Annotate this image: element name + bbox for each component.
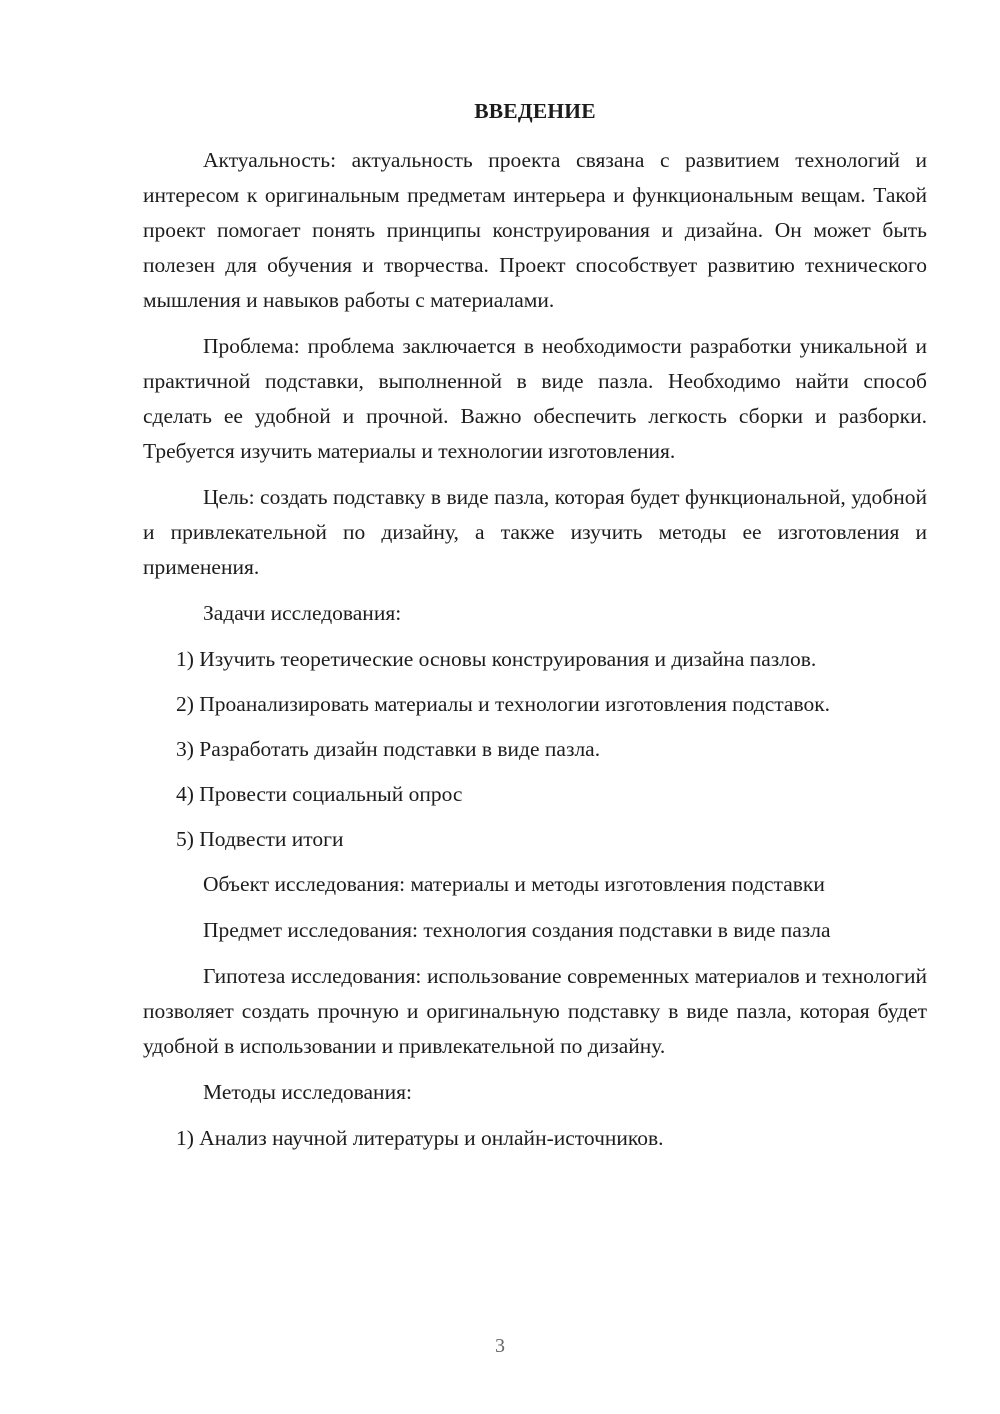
list-item: 1) Изучить теоретические основы конструирования и дизайна пазлов. xyxy=(176,647,817,671)
list-item: 4) Провести социальный опрос xyxy=(176,782,463,806)
object-paragraph: Объект исследования: материалы и методы изготовления подставки xyxy=(203,872,825,896)
list-item: 5) Подвести итоги xyxy=(176,827,344,851)
problem-paragraph: Проблема: проблема заключается в необходимости разработки уникальной и практичной подставки, выполненной в виде пазла. Необходимо найти способ сделать ее удобной и прочной. Важно обеспечить легкость сборки и разборки. Требуется изучить материалы и технологии изготовления. xyxy=(143,334,927,463)
goal-paragraph: Цель: создать подставку в виде пазла, которая будет функциональной, удобной и привлекательной по дизайну, а также изучить методы ее изготовления и применения. xyxy=(143,485,927,579)
page-number: 3 xyxy=(495,1335,505,1357)
methods-title: Методы исследования: xyxy=(203,1080,412,1104)
relevance-paragraph: Актуальность: актуальность проекта связана с развитием технологий и интересом к оригинальным предметам интерьера и функциональным вещам. Такой проект помогает понять принципы конструирования и дизайна. Он может быть полезен для обучения и творчества. Проект способствует развитию технического мышления и навыков работы с материалами. xyxy=(143,148,927,312)
tasks-list xyxy=(143,642,927,857)
list-item: 1) Анализ научной литературы и онлайн-источников. xyxy=(176,1126,664,1150)
list-item: 3) Разработать дизайн подставки в виде пазла. xyxy=(176,737,601,761)
subject-paragraph: Предмет исследования: технология создания подставки в виде пазла xyxy=(203,918,831,942)
document-page xyxy=(143,94,927,1166)
methods-list xyxy=(143,1121,927,1156)
tasks-title: Задачи исследования: xyxy=(203,601,402,625)
list-item: 2) Проанализировать материалы и технологии изготовления подставок. xyxy=(176,692,831,716)
section-heading: ВВЕДЕНИЕ xyxy=(474,99,596,123)
hypothesis-paragraph: Гипотеза исследования: использование современных материалов и технологий позволяет создать прочную и оригинальную подставку в виде пазла, которая будет удобной в использовании и привлекательной по дизайну. xyxy=(143,964,927,1058)
